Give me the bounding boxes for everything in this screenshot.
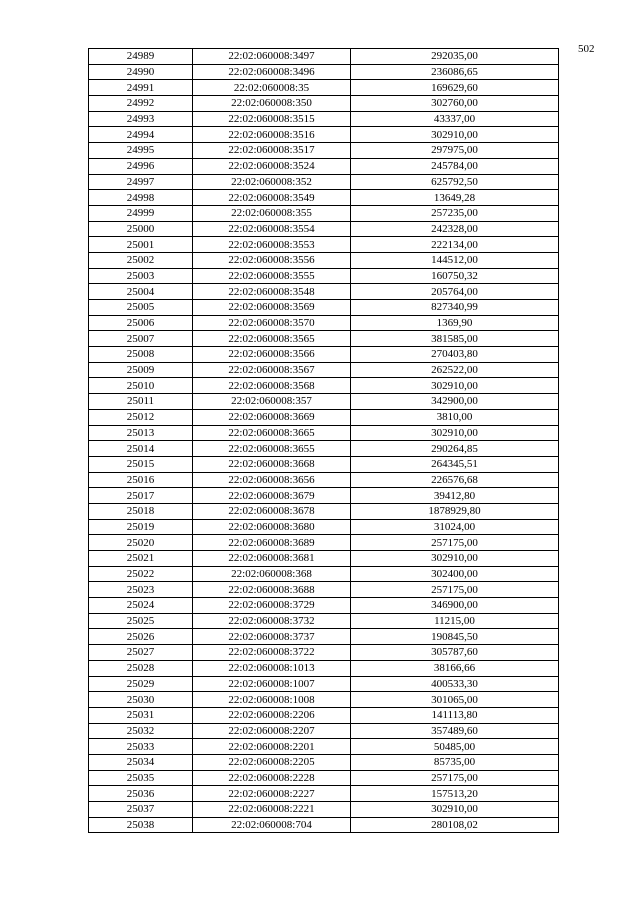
cadastral-number-cell: 22:02:060008:3554	[193, 221, 351, 237]
cadastral-number-cell: 22:02:060008:1013	[193, 660, 351, 676]
cadastral-table	[88, 48, 559, 833]
table-row	[89, 566, 559, 582]
value-cell: 381585,00	[351, 331, 559, 347]
row-number-cell: 25010	[89, 378, 193, 394]
value-cell: 346900,00	[351, 598, 559, 614]
cadastral-number-cell: 22:02:060008:3566	[193, 347, 351, 363]
table-row	[89, 190, 559, 206]
table-row	[89, 331, 559, 347]
cadastral-number-cell: 22:02:060008:3516	[193, 127, 351, 143]
row-number-cell: 25029	[89, 676, 193, 692]
row-number-cell: 25028	[89, 660, 193, 676]
table-row	[89, 158, 559, 174]
row-number-cell: 25021	[89, 551, 193, 567]
table-row	[89, 441, 559, 457]
table-row	[89, 817, 559, 833]
value-cell: 827340,99	[351, 300, 559, 316]
value-cell: 3810,00	[351, 409, 559, 425]
table-row	[89, 754, 559, 770]
value-cell: 280108,02	[351, 817, 559, 833]
cadastral-number-cell: 22:02:060008:3665	[193, 425, 351, 441]
row-number-cell: 25012	[89, 409, 193, 425]
table-row	[89, 378, 559, 394]
row-number-cell: 24994	[89, 127, 193, 143]
value-cell: 160750,32	[351, 268, 559, 284]
value-cell: 270403,80	[351, 347, 559, 363]
row-number-cell: 25009	[89, 362, 193, 378]
value-cell: 39412,80	[351, 488, 559, 504]
table-row	[89, 503, 559, 519]
table-row	[89, 409, 559, 425]
cadastral-number-cell: 22:02:060008:3515	[193, 111, 351, 127]
cadastral-number-cell: 22:02:060008:2227	[193, 786, 351, 802]
table-row	[89, 315, 559, 331]
table-row	[89, 143, 559, 159]
table-row	[89, 582, 559, 598]
value-cell: 50485,00	[351, 739, 559, 755]
row-number-cell: 25013	[89, 425, 193, 441]
value-cell: 144512,00	[351, 252, 559, 268]
cadastral-number-cell: 22:02:060008:3678	[193, 503, 351, 519]
cadastral-number-cell: 22:02:060008:3517	[193, 143, 351, 159]
table-row	[89, 629, 559, 645]
cadastral-number-cell: 22:02:060008:3680	[193, 519, 351, 535]
table-row	[89, 660, 559, 676]
row-number-cell: 24995	[89, 143, 193, 159]
value-cell: 264345,51	[351, 456, 559, 472]
value-cell: 205764,00	[351, 284, 559, 300]
cadastral-number-cell: 22:02:060008:3568	[193, 378, 351, 394]
cadastral-number-cell: 22:02:060008:3570	[193, 315, 351, 331]
value-cell: 169629,60	[351, 80, 559, 96]
table-row	[89, 786, 559, 802]
row-number-cell: 24993	[89, 111, 193, 127]
table-row	[89, 237, 559, 253]
row-number-cell: 25011	[89, 394, 193, 410]
value-cell: 11215,00	[351, 613, 559, 629]
cadastral-number-cell: 22:02:060008:3565	[193, 331, 351, 347]
value-cell: 257175,00	[351, 582, 559, 598]
row-number-cell: 24996	[89, 158, 193, 174]
table-row	[89, 80, 559, 96]
row-number-cell: 25026	[89, 629, 193, 645]
table-row	[89, 221, 559, 237]
row-number-cell: 25019	[89, 519, 193, 535]
table-row	[89, 96, 559, 112]
row-number-cell: 25003	[89, 268, 193, 284]
cadastral-number-cell: 22:02:060008:1008	[193, 692, 351, 708]
cadastral-number-cell: 22:02:060008:3524	[193, 158, 351, 174]
cadastral-number-cell: 22:02:060008:3569	[193, 300, 351, 316]
value-cell: 190845,50	[351, 629, 559, 645]
value-cell: 302910,00	[351, 802, 559, 818]
row-number-cell: 25024	[89, 598, 193, 614]
value-cell: 302910,00	[351, 127, 559, 143]
cadastral-number-cell: 22:02:060008:3656	[193, 472, 351, 488]
value-cell: 342900,00	[351, 394, 559, 410]
table-row	[89, 645, 559, 661]
table-row	[89, 268, 559, 284]
cadastral-number-cell: 22:02:060008:3567	[193, 362, 351, 378]
cadastral-number-cell: 22:02:060008:1007	[193, 676, 351, 692]
row-number-cell: 25036	[89, 786, 193, 802]
row-number-cell: 25022	[89, 566, 193, 582]
row-number-cell: 25002	[89, 252, 193, 268]
row-number-cell: 24999	[89, 205, 193, 221]
table-row	[89, 394, 559, 410]
table-row	[89, 127, 559, 143]
value-cell: 1369,90	[351, 315, 559, 331]
value-cell: 85735,00	[351, 754, 559, 770]
value-cell: 302760,00	[351, 96, 559, 112]
value-cell: 1878929,80	[351, 503, 559, 519]
table-row	[89, 300, 559, 316]
table-row	[89, 598, 559, 614]
table-row	[89, 205, 559, 221]
table-row	[89, 770, 559, 786]
cadastral-number-cell: 22:02:060008:3669	[193, 409, 351, 425]
table-row	[89, 111, 559, 127]
cadastral-number-cell: 22:02:060008:3737	[193, 629, 351, 645]
cadastral-number-cell: 22:02:060008:3549	[193, 190, 351, 206]
table-row	[89, 613, 559, 629]
table-row	[89, 456, 559, 472]
row-number-cell: 24989	[89, 49, 193, 65]
cadastral-number-cell: 22:02:060008:2207	[193, 723, 351, 739]
table-row	[89, 425, 559, 441]
table-row	[89, 252, 559, 268]
table-row	[89, 676, 559, 692]
value-cell: 38166,66	[351, 660, 559, 676]
row-number-cell: 25038	[89, 817, 193, 833]
cadastral-number-cell: 22:02:060008:3556	[193, 252, 351, 268]
value-cell: 43337,00	[351, 111, 559, 127]
cadastral-number-cell: 22:02:060008:2201	[193, 739, 351, 755]
value-cell: 222134,00	[351, 237, 559, 253]
table-row	[89, 551, 559, 567]
row-number-cell: 25007	[89, 331, 193, 347]
cadastral-number-cell: 22:02:060008:350	[193, 96, 351, 112]
row-number-cell: 25018	[89, 503, 193, 519]
table-row	[89, 284, 559, 300]
value-cell: 400533,30	[351, 676, 559, 692]
row-number-cell: 25032	[89, 723, 193, 739]
cadastral-number-cell: 22:02:060008:3553	[193, 237, 351, 253]
table-row	[89, 707, 559, 723]
value-cell: 236086,65	[351, 64, 559, 80]
cadastral-number-cell: 22:02:060008:3679	[193, 488, 351, 504]
cadastral-number-cell: 22:02:060008:3722	[193, 645, 351, 661]
table-row	[89, 347, 559, 363]
cadastral-number-cell: 22:02:060008:35	[193, 80, 351, 96]
cadastral-number-cell: 22:02:060008:2228	[193, 770, 351, 786]
row-number-cell: 25035	[89, 770, 193, 786]
value-cell: 262522,00	[351, 362, 559, 378]
row-number-cell: 25025	[89, 613, 193, 629]
cadastral-number-cell: 22:02:060008:2205	[193, 754, 351, 770]
table-row	[89, 49, 559, 65]
cadastral-number-cell: 22:02:060008:3729	[193, 598, 351, 614]
table-row	[89, 64, 559, 80]
row-number-cell: 25020	[89, 535, 193, 551]
table-row	[89, 174, 559, 190]
cadastral-number-cell: 22:02:060008:3655	[193, 441, 351, 457]
value-cell: 302400,00	[351, 566, 559, 582]
row-number-cell: 25027	[89, 645, 193, 661]
cadastral-number-cell: 22:02:060008:3689	[193, 535, 351, 551]
row-number-cell: 25004	[89, 284, 193, 300]
table-row	[89, 472, 559, 488]
row-number-cell: 25031	[89, 707, 193, 723]
cadastral-number-cell: 22:02:060008:3732	[193, 613, 351, 629]
value-cell: 257175,00	[351, 770, 559, 786]
cadastral-number-cell: 22:02:060008:2221	[193, 802, 351, 818]
row-number-cell: 25016	[89, 472, 193, 488]
table-row	[89, 488, 559, 504]
cadastral-number-cell: 22:02:060008:368	[193, 566, 351, 582]
row-number-cell: 24997	[89, 174, 193, 190]
value-cell: 302910,00	[351, 425, 559, 441]
cadastral-number-cell: 22:02:060008:3496	[193, 64, 351, 80]
value-cell: 257175,00	[351, 535, 559, 551]
table-row	[89, 692, 559, 708]
cadastral-number-cell: 22:02:060008:3681	[193, 551, 351, 567]
row-number-cell: 25017	[89, 488, 193, 504]
value-cell: 301065,00	[351, 692, 559, 708]
cadastral-number-cell: 22:02:060008:352	[193, 174, 351, 190]
row-number-cell: 25008	[89, 347, 193, 363]
row-number-cell: 24990	[89, 64, 193, 80]
value-cell: 302910,00	[351, 551, 559, 567]
row-number-cell: 25005	[89, 300, 193, 316]
row-number-cell: 25006	[89, 315, 193, 331]
value-cell: 292035,00	[351, 49, 559, 65]
row-number-cell: 24991	[89, 80, 193, 96]
cadastral-number-cell: 22:02:060008:2206	[193, 707, 351, 723]
value-cell: 13649,28	[351, 190, 559, 206]
table-row	[89, 535, 559, 551]
value-cell: 242328,00	[351, 221, 559, 237]
row-number-cell: 25023	[89, 582, 193, 598]
value-cell: 305787,60	[351, 645, 559, 661]
row-number-cell: 24998	[89, 190, 193, 206]
table-row	[89, 362, 559, 378]
cadastral-number-cell: 22:02:060008:3497	[193, 49, 351, 65]
cadastral-number-cell: 22:02:060008:3688	[193, 582, 351, 598]
cadastral-number-cell: 22:02:060008:3555	[193, 268, 351, 284]
row-number-cell: 25034	[89, 754, 193, 770]
row-number-cell: 25037	[89, 802, 193, 818]
cadastral-number-cell: 22:02:060008:3548	[193, 284, 351, 300]
table-row	[89, 739, 559, 755]
row-number-cell: 25000	[89, 221, 193, 237]
cadastral-number-cell: 22:02:060008:357	[193, 394, 351, 410]
value-cell: 357489,60	[351, 723, 559, 739]
row-number-cell: 25015	[89, 456, 193, 472]
cadastral-number-cell: 22:02:060008:355	[193, 205, 351, 221]
value-cell: 245784,00	[351, 158, 559, 174]
value-cell: 290264,85	[351, 441, 559, 457]
row-number-cell: 25014	[89, 441, 193, 457]
cadastral-number-cell: 22:02:060008:704	[193, 817, 351, 833]
value-cell: 141113,80	[351, 707, 559, 723]
row-number-cell: 25001	[89, 237, 193, 253]
value-cell: 297975,00	[351, 143, 559, 159]
row-number-cell: 24992	[89, 96, 193, 112]
cadastral-number-cell: 22:02:060008:3668	[193, 456, 351, 472]
row-number-cell: 25033	[89, 739, 193, 755]
value-cell: 226576,68	[351, 472, 559, 488]
value-cell: 302910,00	[351, 378, 559, 394]
table-row	[89, 802, 559, 818]
table-row	[89, 519, 559, 535]
table-body	[89, 49, 559, 833]
row-number-cell: 25030	[89, 692, 193, 708]
page-number: 502	[578, 43, 595, 55]
value-cell: 257235,00	[351, 205, 559, 221]
table-row	[89, 723, 559, 739]
value-cell: 31024,00	[351, 519, 559, 535]
value-cell: 625792,50	[351, 174, 559, 190]
value-cell: 157513,20	[351, 786, 559, 802]
